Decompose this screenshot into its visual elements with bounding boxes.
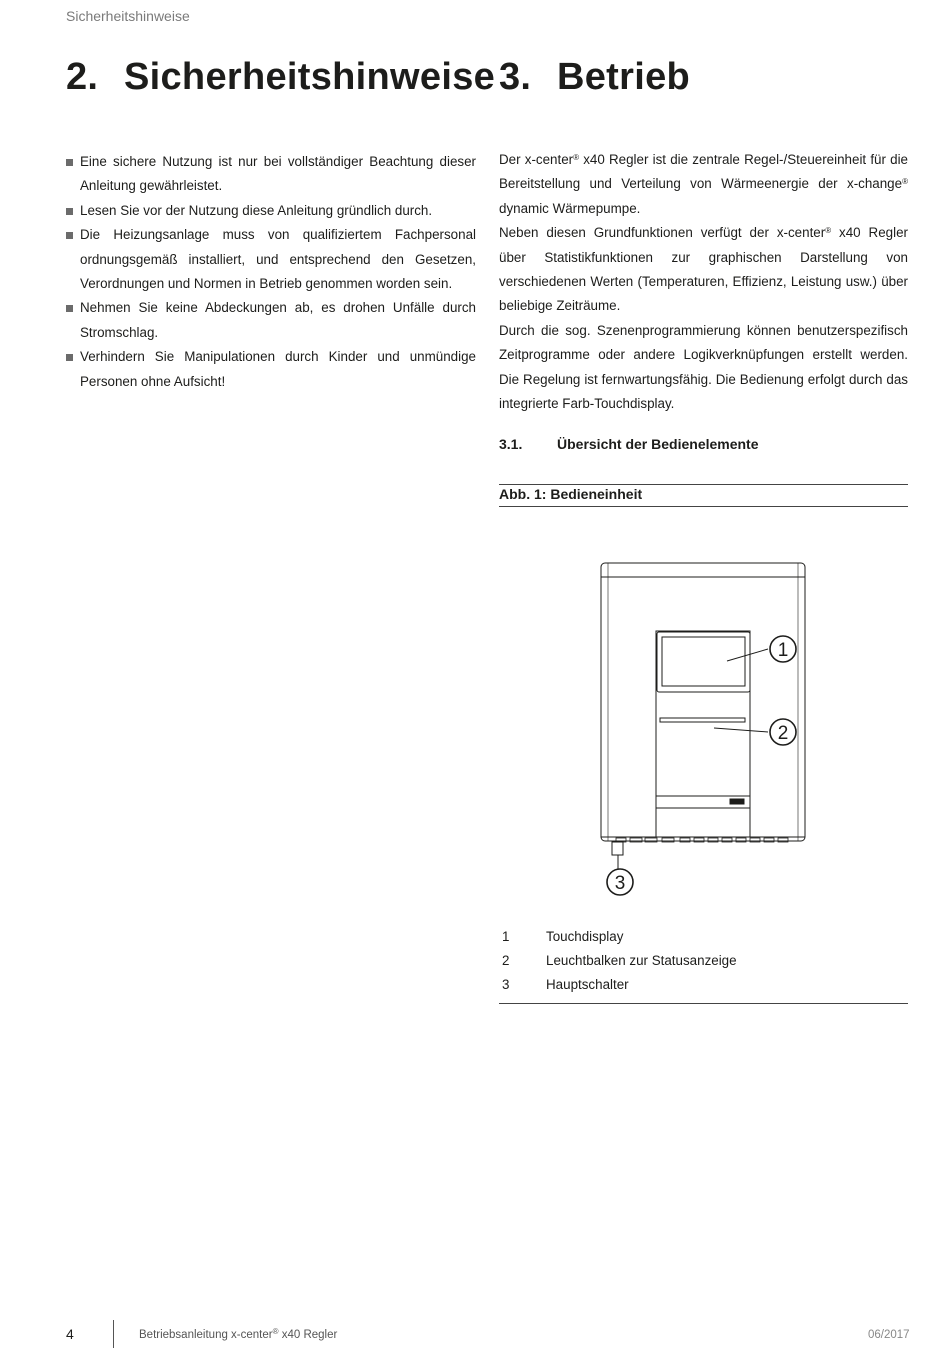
list-item: Verhindern Sie Manipulationen durch Kinder und unmündige Personen ohne Aufsicht!	[66, 345, 476, 394]
list-item: Nehmen Sie keine Abdeckungen ab, es drohen Unfälle durch Stromschlag.	[66, 296, 476, 345]
subsection-heading: 3.1. Übersicht der Bedienelemente	[499, 436, 759, 452]
footer-document-title: Betriebsanleitung x-center® x40 Regler	[139, 1327, 338, 1341]
callout-label-1: 1	[777, 640, 789, 661]
front-panel	[656, 631, 750, 837]
running-header: Sicherheitshinweise	[66, 8, 190, 24]
legend-row: 3 Hauptschalter	[502, 977, 629, 992]
figure-legend	[499, 925, 908, 1004]
section-number: 2.	[66, 56, 99, 98]
footer-date: 06/2017	[868, 1329, 910, 1341]
page-number: 4	[66, 1326, 74, 1342]
bullet-square-icon	[66, 354, 73, 361]
callout-label-2: 2	[777, 723, 789, 744]
status-light-bar	[660, 718, 745, 722]
list-item: Lesen Sie vor der Nutzung diese Anleitung gründlich durch.	[66, 199, 476, 223]
main-switch	[612, 842, 623, 855]
bullet-square-icon	[66, 232, 73, 239]
list-item: Die Heizungsanlage muss von qualifiziertem Fachpersonal ordnungsgemäß installiert, und entsprechend den Gesetzen, Verordnungen und Normen in Betrieb genommen worden sein.	[66, 223, 476, 296]
section-title: Betrieb	[557, 56, 691, 98]
operation-description	[499, 148, 908, 416]
bullet-square-icon	[66, 159, 73, 166]
touchdisplay	[657, 632, 750, 692]
list-item: Eine sichere Nutzung ist nur bei vollständiger Beachtung dieser Anleitung gewährleistet.	[66, 150, 476, 199]
leader-line-2	[714, 728, 768, 732]
section-2-heading	[66, 56, 495, 99]
figure-caption: Abb. 1: Bedieneinheit	[499, 484, 908, 507]
bullet-square-icon	[66, 305, 73, 312]
legend-row: 2 Leuchtbalken zur Statusanzeige	[502, 953, 737, 968]
safety-list	[66, 150, 476, 394]
footer-divider	[113, 1320, 114, 1348]
callout-label-3: 3	[614, 873, 626, 894]
paragraph: Der x-center® x40 Regler ist die zentrale Regel-/Steuereinheit für die Bereitstellung und Verteilung von Wärmeenergie der x-change® dynamic Wärmepumpe.	[499, 152, 908, 216]
section-title: Sicherheitshinweise	[124, 56, 496, 98]
control-unit-illustration	[590, 555, 820, 900]
paragraph: Durch die sog. Szenenprogrammierung können benutzerspezifisch Zeitprogramme oder andere Logikverknüpfungen erstellt werden. Die Regelung ist fernwartungsfähig. Die Bedienung erfolgt durch das integrierte Farb-Touchdisplay.	[499, 322, 908, 412]
unit-housing	[601, 563, 805, 841]
section-3-heading	[499, 56, 690, 99]
logo-badge	[730, 799, 744, 804]
paragraph: Neben diesen Grundfunktionen verfügt der x-center® x40 Regler über Statistikfunktionen zur graphischen Darstellung von verschiedenen Werten (Temperaturen, Effizienz, Leistung usw.) über beliebige Zeiträume.	[499, 225, 908, 314]
section-number: 3.	[499, 56, 532, 98]
bullet-square-icon	[66, 208, 73, 215]
leader-line-1	[727, 649, 768, 661]
legend-row: 1 Touchdisplay	[502, 929, 624, 944]
touchdisplay-screen	[662, 637, 745, 686]
